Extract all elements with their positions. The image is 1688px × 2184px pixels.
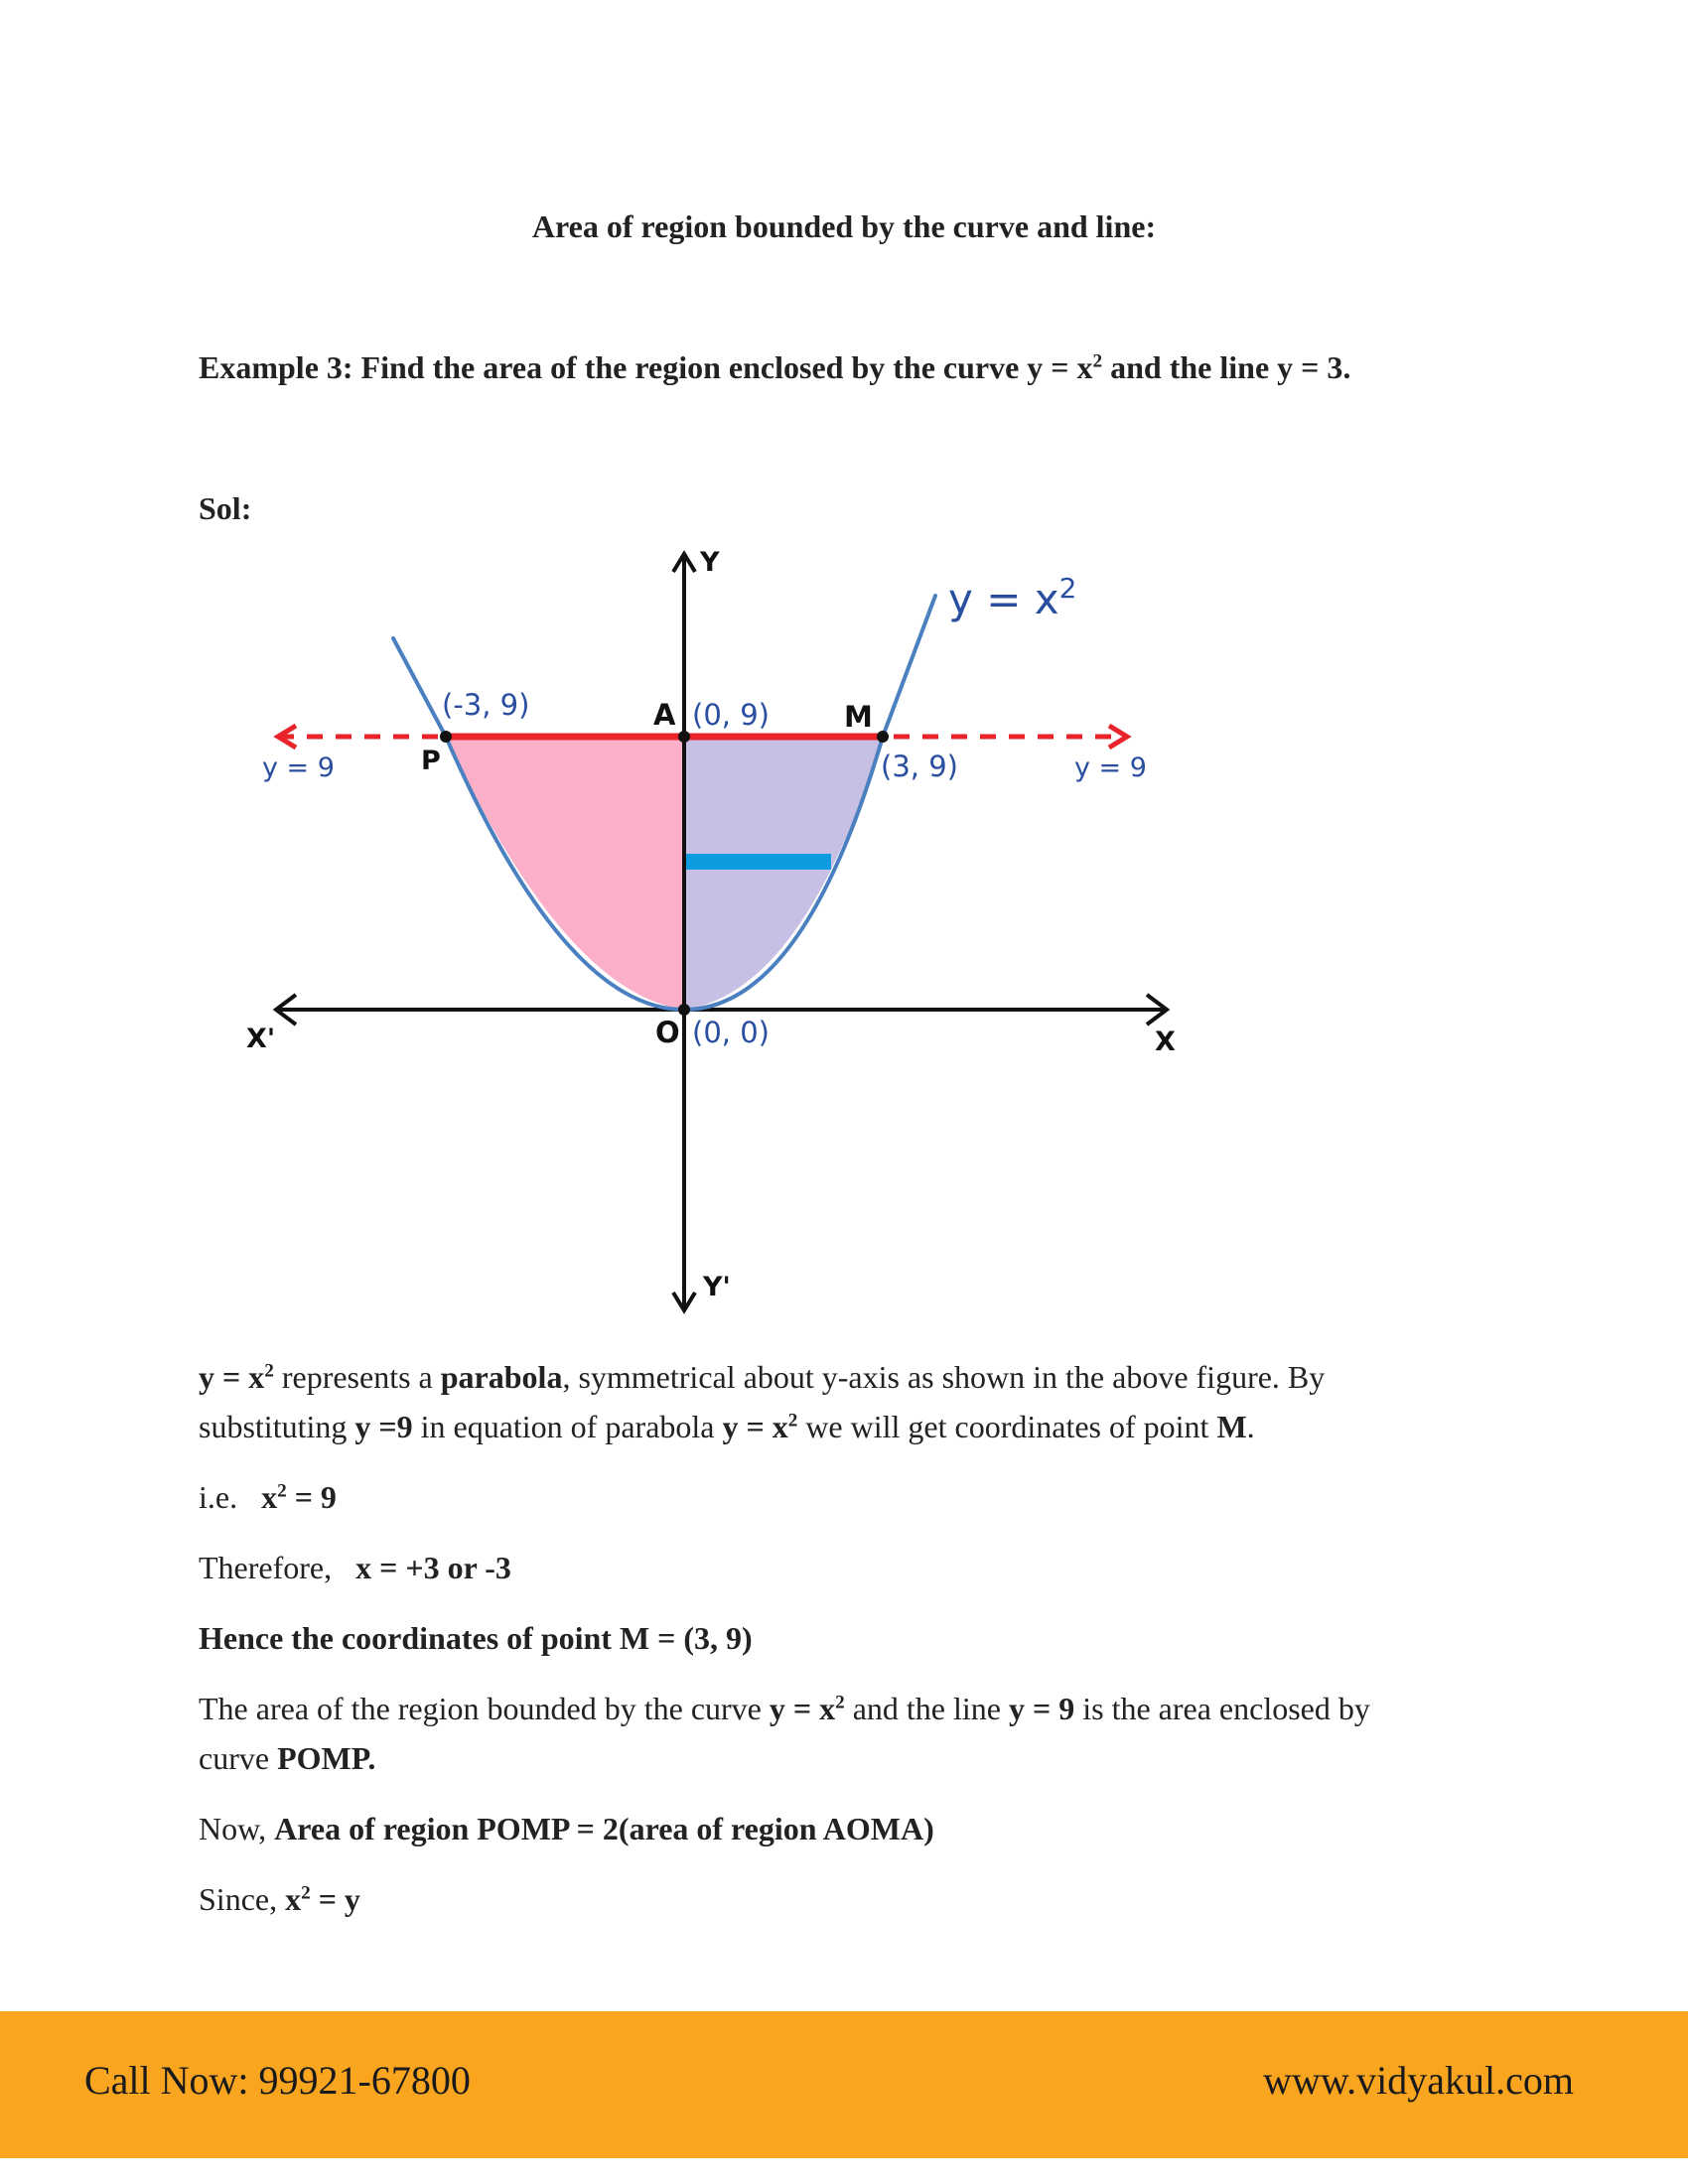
paragraph-7: [199, 1733, 375, 1783]
website-link[interactable]: www.vidyakul.com: [1263, 2058, 1574, 2103]
point-m-coord: (3, 9): [881, 750, 958, 783]
equation: x = +3 or -3: [355, 1550, 511, 1585]
point-o-dot: [678, 1004, 690, 1016]
equation: y = x: [769, 1691, 836, 1726]
text: i.e.: [199, 1479, 262, 1515]
keyword: parabola: [440, 1359, 563, 1395]
superscript: 2: [301, 1882, 311, 1904]
text: .: [1246, 1409, 1255, 1444]
curve-name: POMP.: [277, 1740, 376, 1776]
axis-y-neg-label: Y': [703, 1272, 731, 1302]
text: curve: [199, 1740, 278, 1776]
axis-y-label: Y: [700, 547, 720, 578]
superscript: 2: [277, 1480, 287, 1502]
solution-label: Sol:: [199, 490, 252, 526]
footer-bar: [0, 2011, 1688, 2158]
left-region-shade: [446, 737, 684, 1010]
text: we will get coordinates of point: [797, 1409, 1217, 1444]
dashed-arrow-right: [1109, 726, 1127, 748]
curve-label-text: y = x: [948, 575, 1059, 623]
text: Since,: [199, 1881, 286, 1917]
equation: = y: [310, 1881, 360, 1917]
paragraph-9: [199, 1874, 360, 1924]
parabola-figure: [218, 546, 1182, 1320]
paragraph-3: [199, 1472, 337, 1522]
equation: y =9: [354, 1409, 413, 1444]
text: , symmetrical about y-axis as shown in the above figure. By: [562, 1359, 1326, 1395]
point-a-label: A: [653, 698, 676, 732]
text: substituting: [199, 1409, 355, 1444]
equation: Area of region POMP = 2(area of region AOMA): [274, 1811, 934, 1846]
line-label-left: y = 9: [262, 752, 335, 783]
text: and the line: [844, 1691, 1009, 1726]
point-m-dot: [877, 731, 889, 743]
axis-x-neg-label: X': [246, 1024, 276, 1054]
text: Now,: [199, 1811, 275, 1846]
call-now-text[interactable]: Call Now: 99921-67800: [84, 2058, 471, 2103]
text: represents a: [273, 1359, 441, 1395]
paragraph-4: [199, 1543, 511, 1592]
curve-label: [948, 572, 1076, 623]
point-name: M: [1216, 1409, 1247, 1444]
equation: x: [261, 1479, 278, 1515]
equation: y = 9: [1008, 1691, 1075, 1726]
point-a-coord: (0, 9): [692, 698, 770, 732]
example-text-end: and the line y = 3.: [1102, 349, 1351, 385]
point-o-label: O: [655, 1016, 680, 1049]
right-region-shade: [684, 737, 883, 1010]
line-label-right: y = 9: [1074, 752, 1147, 783]
superscript: 2: [1092, 350, 1103, 372]
example-text: Example 3: Find the area of the region enclosed by the curve y = x: [199, 349, 1093, 385]
point-a-dot: [678, 731, 690, 743]
point-o-coord: (0, 0): [692, 1016, 770, 1049]
point-m-label: M: [844, 700, 873, 734]
axis-x-label: X: [1155, 1026, 1176, 1057]
paragraph-1: [199, 1352, 1325, 1402]
equation: y = x: [199, 1359, 265, 1395]
equation: = 9: [286, 1479, 337, 1515]
text: is the area enclosed by: [1074, 1691, 1370, 1726]
example-heading: [199, 349, 1350, 386]
point-p-dot: [440, 731, 452, 743]
paragraph-8: [199, 1804, 934, 1853]
text: Therefore,: [199, 1550, 356, 1585]
point-p-label: P: [421, 746, 441, 776]
page-title: Area of region bounded by the curve and line:: [531, 208, 1157, 244]
point-p-coord: (-3, 9): [442, 688, 530, 722]
area-strip: [686, 854, 831, 870]
superscript: 2: [264, 1360, 274, 1382]
paragraph-2: [199, 1402, 1255, 1451]
paragraph-5: Hence the coordinates of point M = (3, 9): [199, 1620, 753, 1656]
superscript: 2: [787, 1410, 798, 1432]
curve-label-exp: 2: [1058, 572, 1077, 605]
equation: x: [285, 1881, 302, 1917]
paragraph-6: [199, 1684, 1370, 1733]
text: The area of the region bounded by the curve: [199, 1691, 770, 1726]
equation: y = x: [722, 1409, 788, 1444]
text: in equation of parabola: [412, 1409, 723, 1444]
superscript: 2: [835, 1692, 845, 1713]
